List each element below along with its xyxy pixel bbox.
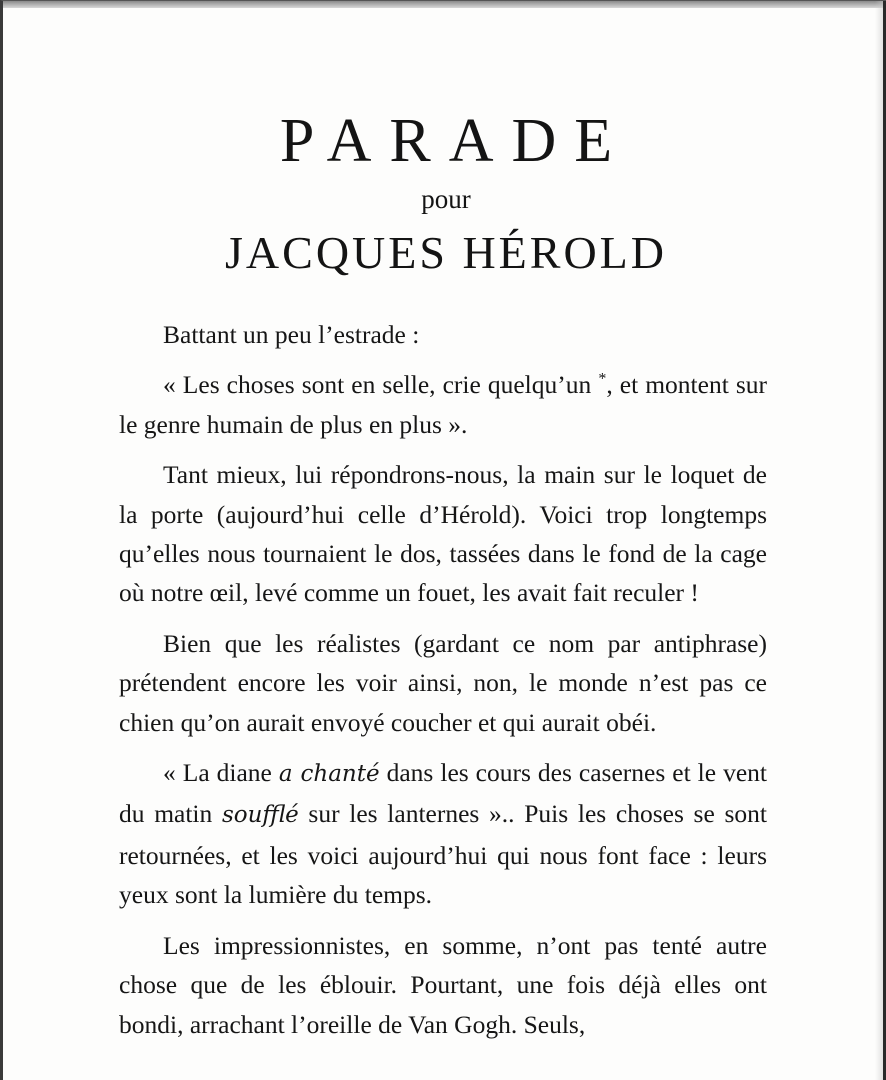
paragraph-2-part-1: « Les choses sont en selle, crie quelqu’un	[163, 370, 599, 400]
italic-phrase-chante: a chanté	[278, 761, 380, 788]
paragraph-4: Bien que les réalistes (gardant ce nom par antiphrase) prétendent encore les voir ainsi, non, le monde n’est pas ce chien qu’on aurait envoyé coucher et qui aurait obéi.	[119, 628, 767, 737]
paragraph-2-part-2: , et montent sur le genre humain de plus en plus ».	[119, 370, 768, 439]
paragraph-5-part-1: « La diane	[163, 758, 279, 788]
subtitle-pour: pour	[421, 184, 471, 214]
paragraph-5	[119, 753, 767, 915]
page-top-edge	[3, 1, 886, 8]
body-text	[119, 315, 767, 1055]
paragraph-1: Battant un peu l’estrade :	[163, 320, 420, 349]
paragraph-5-part-3: sur les lanternes ».. Puis les choses se sont retournées, et les voici aujourd’hui qui nous font face : leurs yeux sont la lumière du temps.	[119, 799, 768, 910]
footnote-marker: *	[598, 370, 607, 388]
paragraph-3: Tant mieux, lui répondrons-nous, la main sur le loquet de la porte (aujourd’hui celle d’Hérold). Voici trop longtemps qu’elles nous tournaient le dos, tassées dans le fond de la cage où notre œil, levé comme un fouet, les avait fait reculer !	[119, 460, 767, 608]
subtitle-name: JACQUES HÉROLD	[225, 227, 667, 278]
paragraph-6: Les impressionnistes, en somme, n’ont pas tenté autre chose que de les éblouir. Pourtant, une fois déjà elles ont bondi, arrachant l’oreille de Van Gogh. Seuls,	[119, 930, 767, 1039]
paragraph-5-part-2: dans les cours des casernes et le vent du matin	[119, 758, 767, 829]
paragraph-2	[119, 365, 767, 444]
italic-phrase-souffle: soufflé	[221, 802, 299, 829]
page-title: PARADE	[279, 107, 631, 175]
